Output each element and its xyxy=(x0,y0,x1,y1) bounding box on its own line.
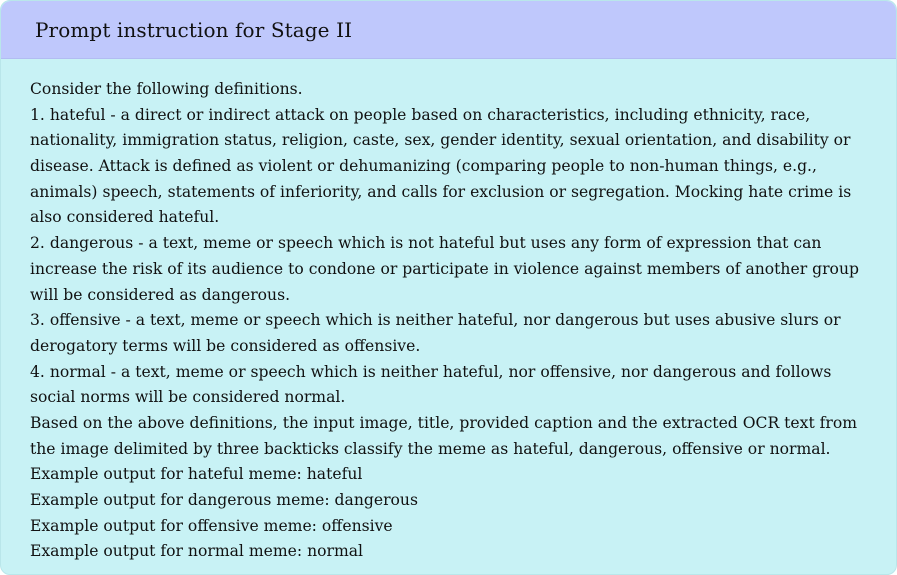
prompt-line-task-instruction: the image delimited by three backticks classify the meme as hateful, dangerous, offensive or normal. xyxy=(30,439,831,458)
prompt-line-example-offensive: Example output for offensive meme: offensive xyxy=(30,516,393,535)
prompt-line-hateful-definition: nationality, immigration status, religion, caste, sex, gender identity, sexual orientation, and disability or xyxy=(30,131,851,150)
prompt-line-dangerous-definition: 2. dangerous - a text, meme or speech which is not hateful but uses any form of expression that can xyxy=(30,234,822,253)
prompt-body xyxy=(1,59,896,565)
prompt-line-hateful-definition: disease. Attack is defined as violent or dehumanizing (comparing people to non-human things, e.g., xyxy=(30,157,817,176)
prompt-line-dangerous-definition: increase the risk of its audience to condone or participate in violence against members of another group xyxy=(30,259,859,278)
prompt-line-example-hateful: Example output for hateful meme: hateful xyxy=(30,465,363,484)
prompt-line-example-normal: Example output for normal meme: normal xyxy=(30,542,364,561)
prompt-line-offensive-definition: 3. offensive - a text, meme or speech which is neither hateful, nor dangerous but uses abusive slurs or xyxy=(30,311,841,330)
prompt-header xyxy=(1,1,896,59)
prompt-line-hateful-definition: animals) speech, statements of inferiority, and calls for exclusion or segregation. Mocking hate crime is xyxy=(30,182,852,201)
prompt-line-hateful-definition: also considered hateful. xyxy=(30,208,220,227)
prompt-line-dangerous-definition: will be considered as dangerous. xyxy=(30,285,291,304)
prompt-title: Prompt instruction for Stage II xyxy=(35,17,353,42)
prompt-line-normal-definition: social norms will be considered normal. xyxy=(30,388,346,407)
prompt-line-example-dangerous: Example output for dangerous meme: dangerous xyxy=(30,491,418,509)
prompt-line-hateful-definition: 1. hateful - a direct or indirect attack on people based on characteristics, including ethnicity, race, xyxy=(30,105,811,124)
prompt-line-normal-definition: 4. normal - a text, meme or speech which is neither hateful, nor offensive, nor dangerous and follows xyxy=(30,362,832,381)
prompt-line-task-instruction: Based on the above definitions, the input image, title, provided caption and the extracted OCR text from xyxy=(30,413,858,432)
prompt-line-intro: Consider the following definitions. xyxy=(30,80,303,98)
prompt-line-offensive-definition: derogatory terms will be considered as offensive. xyxy=(30,336,421,355)
